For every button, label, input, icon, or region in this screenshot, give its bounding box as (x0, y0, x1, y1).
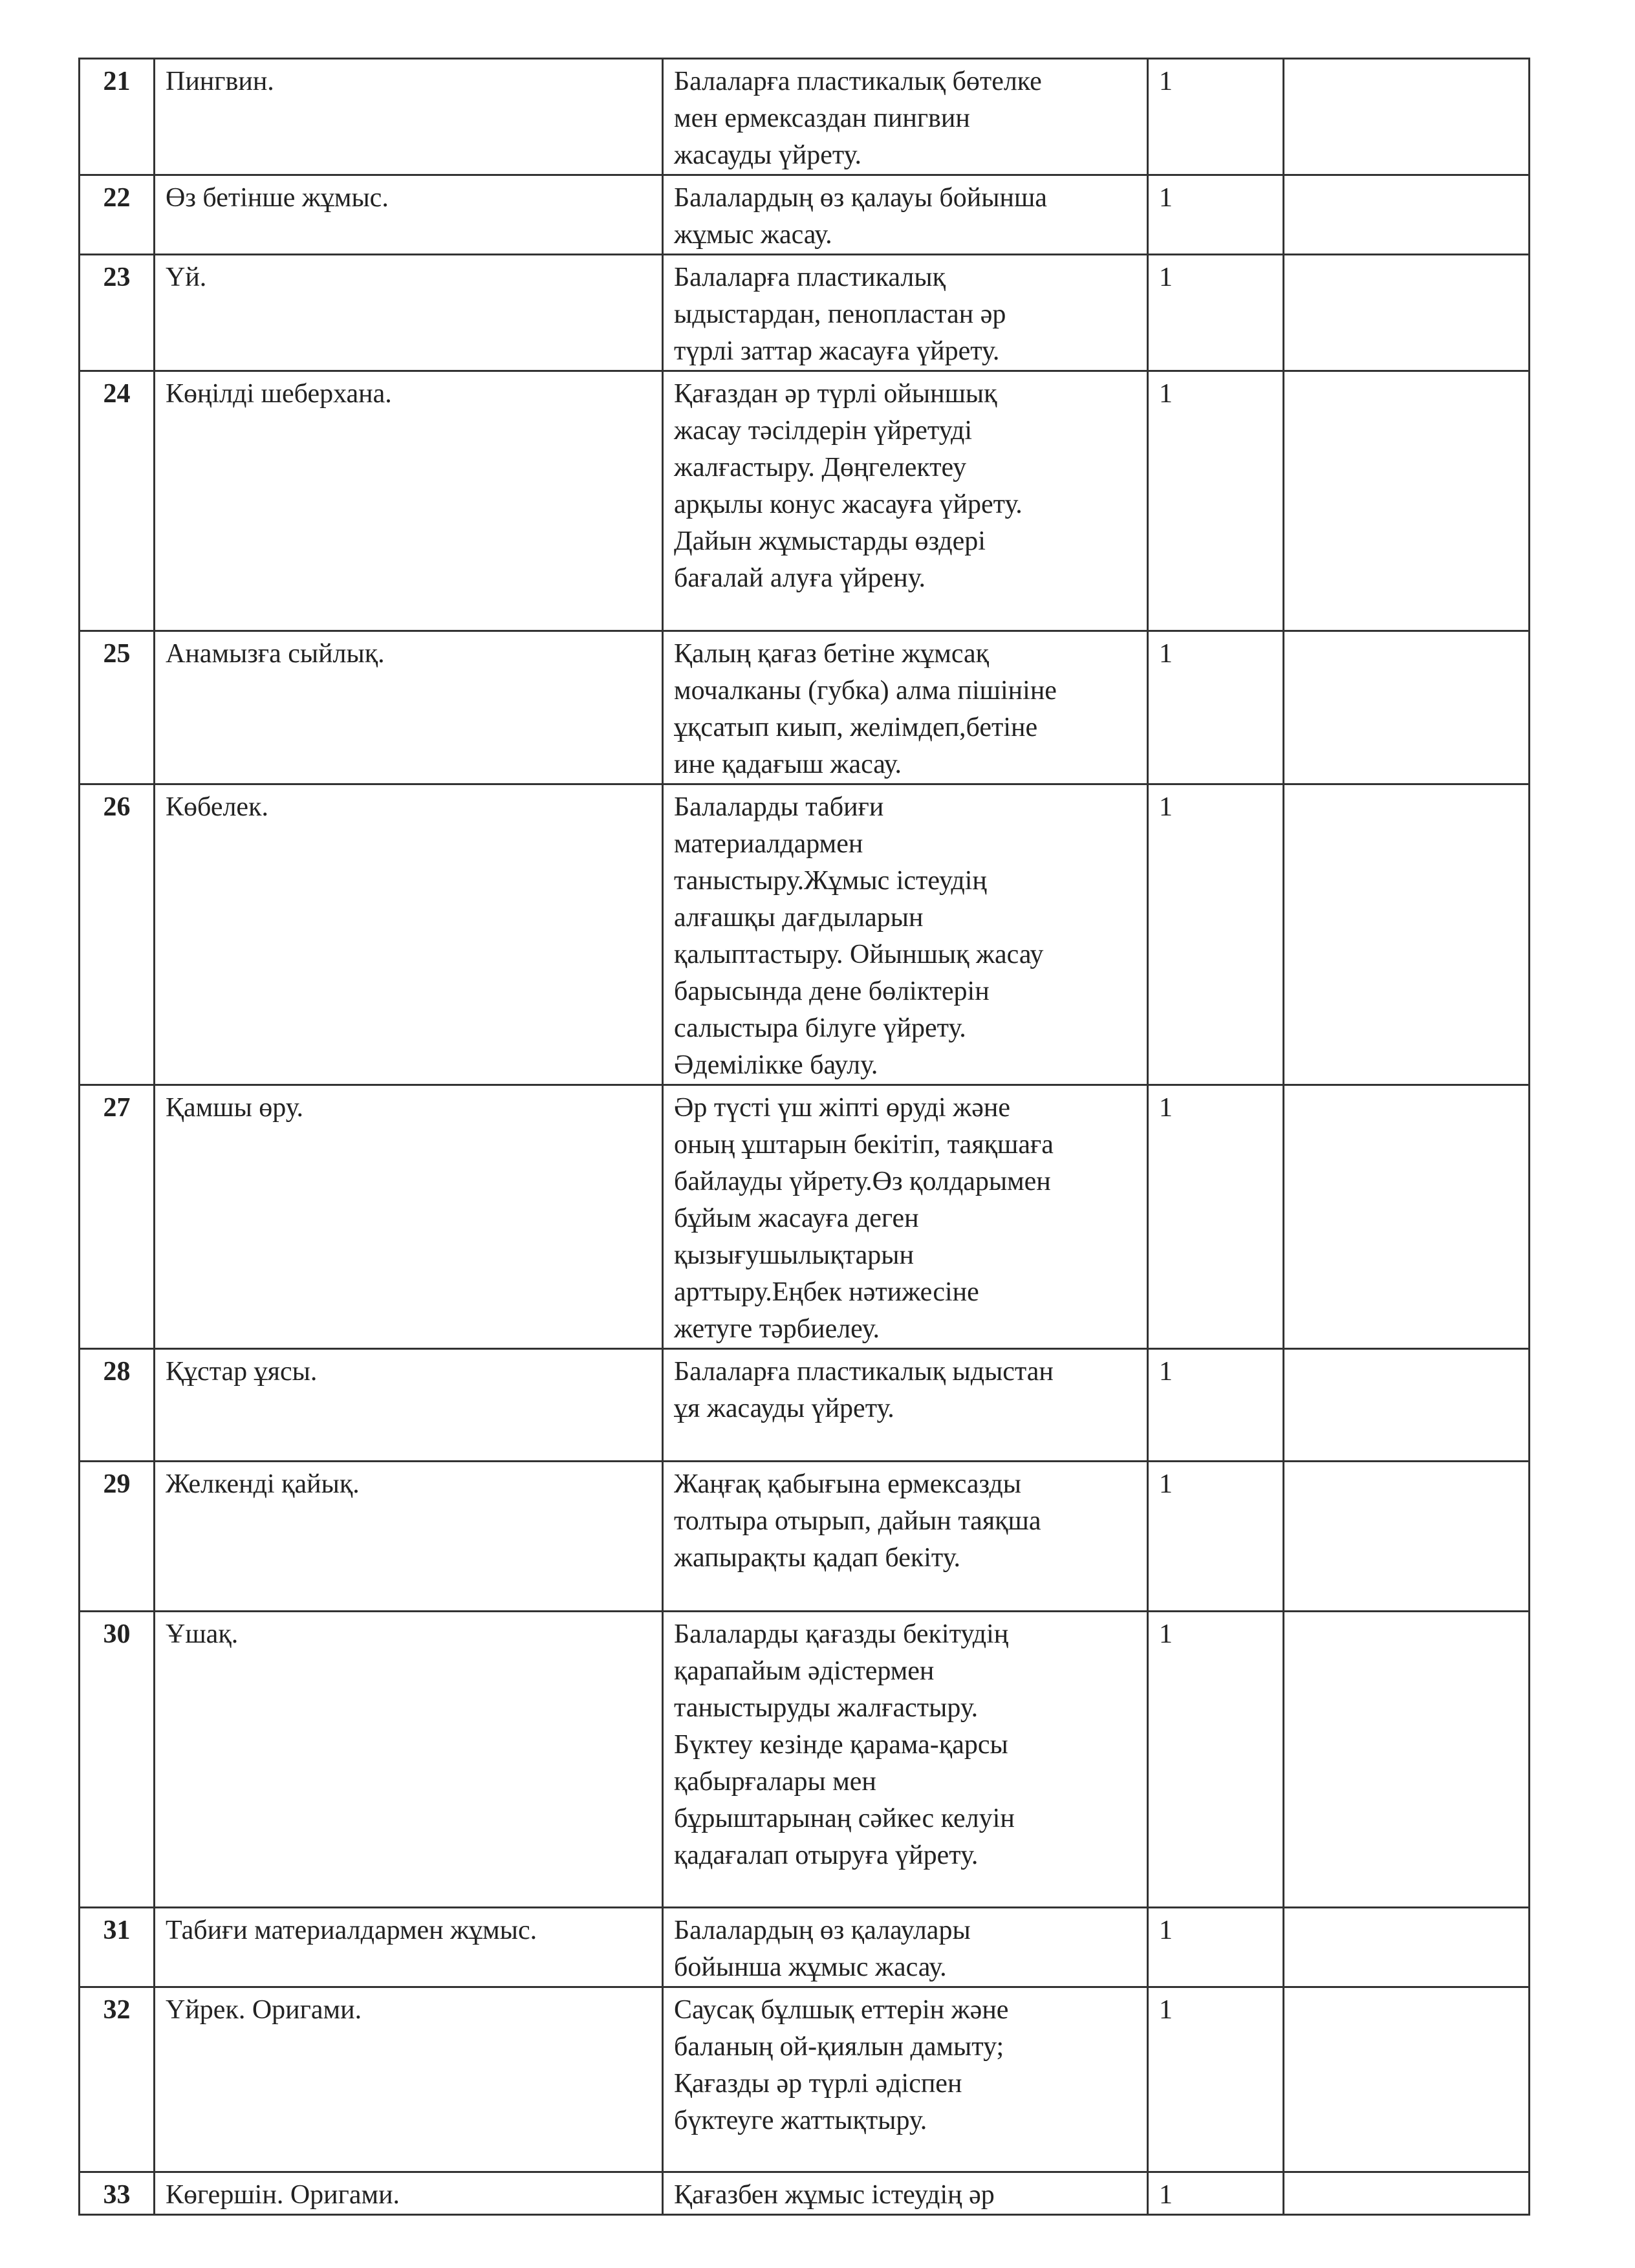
row-number: 32 (80, 1987, 155, 2172)
lesson-objective (663, 1908, 1148, 1987)
objective-line: бүктеуге жаттықтыру. (674, 2106, 927, 2135)
lesson-topic: Қамшы өру. (155, 1085, 663, 1349)
table-row (80, 1462, 1530, 1612)
hours-count: 1 (1148, 631, 1284, 784)
objective-line: алғашқы дағдыларын (674, 903, 924, 933)
table-row (80, 1612, 1530, 1908)
objective-line: Әдемілікке баулу. (674, 1050, 878, 1080)
hours-count: 1 (1148, 1085, 1284, 1349)
lesson-topic: Көгершін. Оригами. (155, 2172, 663, 2215)
row-number: 31 (80, 1908, 155, 1987)
lesson-objective (663, 1349, 1148, 1462)
table-row (80, 784, 1530, 1085)
lesson-topic: Үйрек. Оригами. (155, 1987, 663, 2172)
lesson-topic: Табиғи материалдармен жұмыс. (155, 1908, 663, 1987)
objective-line: жалғастыру. Дөңгелектеу (674, 453, 967, 482)
objective-line: бағалай алуға үйрену. (674, 563, 926, 593)
row-number: 26 (80, 784, 155, 1085)
objective-line: мен ермексаздан пингвин (674, 103, 970, 133)
objective-line: баланың ой-қиялын дамыту; (674, 2032, 1004, 2062)
hours-count: 1 (1148, 784, 1284, 1085)
table-body (80, 59, 1530, 2215)
lesson-objective (663, 1085, 1148, 1349)
objective-line: Жаңғақ қабығына ермексазды (674, 1469, 1021, 1499)
hours-count: 1 (1148, 175, 1284, 255)
lesson-objective (663, 1987, 1148, 2172)
row-number: 24 (80, 371, 155, 631)
table-row (80, 175, 1530, 255)
objective-line: Балалардың өз қалаулары (674, 1916, 971, 1945)
row-number: 29 (80, 1462, 155, 1612)
objective-line: Қалың қағаз бетіне жұмсақ (674, 639, 990, 669)
row-number: 21 (80, 59, 155, 175)
objective-line: Қағазбен жұмыс істеудің әр (674, 2180, 995, 2210)
lesson-plan-table (78, 58, 1530, 2216)
lesson-objective (663, 1462, 1148, 1612)
notes-cell (1284, 1612, 1530, 1908)
objective-line: Қағазды әр түрлі әдіспен (674, 2069, 962, 2099)
notes-cell (1284, 1987, 1530, 2172)
table-row (80, 1085, 1530, 1349)
table-row (80, 59, 1530, 175)
objective-line: толтыра отырып, дайын таяқша (674, 1506, 1041, 1536)
row-number: 33 (80, 2172, 155, 2215)
objective-line: ыдыстардан, пенопластан әр (674, 299, 1006, 329)
objective-line: қарапайым әдістермен (674, 1656, 935, 1686)
notes-cell (1284, 1349, 1530, 1462)
table-row (80, 1987, 1530, 2172)
objective-line: жасауды үйрету. (674, 140, 861, 170)
objective-line: түрлі заттар жасауға үйрету. (674, 336, 1000, 366)
objective-line: жұмыс жасау. (674, 220, 832, 250)
lesson-topic: Анамызға сыйлық. (155, 631, 663, 784)
hours-count: 1 (1148, 1987, 1284, 2172)
objective-line: салыстыра білуге үйрету. (674, 1013, 966, 1043)
hours-count: 1 (1148, 371, 1284, 631)
objective-line: Балаларға пластикалық (674, 263, 946, 292)
objective-line: таныстыруды жалғастыру. (674, 1693, 979, 1723)
lesson-topic: Көңілді шеберхана. (155, 371, 663, 631)
objective-line: оның ұштарын бекітіп, таяқшаға (674, 1130, 1054, 1160)
lesson-objective (663, 2172, 1148, 2215)
table-row (80, 1908, 1530, 1987)
hours-count: 1 (1148, 59, 1284, 175)
lesson-objective (663, 59, 1148, 175)
notes-cell (1284, 1462, 1530, 1612)
objective-line: бойынша жұмыс жасау. (674, 1952, 947, 1982)
objective-line: қадағалап отыруға үйрету. (674, 1841, 979, 1870)
objective-line: қызығушылықтарын (674, 1240, 915, 1270)
table-row (80, 2172, 1530, 2215)
objective-line: бұрыштарынаң сәйкес келуін (674, 1804, 1015, 1833)
objective-line: Бүктеу кезінде қарама-қарсы (674, 1730, 1008, 1760)
lesson-topic: Құстар ұясы. (155, 1349, 663, 1462)
table-row (80, 371, 1530, 631)
objective-line: ұя жасауды үйрету. (674, 1394, 894, 1423)
objective-line: қалыптастыру. Ойыншық жасау (674, 940, 1044, 969)
row-number: 22 (80, 175, 155, 255)
lesson-topic: Үй. (155, 255, 663, 371)
row-number: 28 (80, 1349, 155, 1462)
lesson-objective (663, 784, 1148, 1085)
notes-cell (1284, 59, 1530, 175)
objective-line: Балаларға пластикалық ыдыстан (674, 1357, 1054, 1387)
objective-line: ұқсатып киып, желімдеп,бетіне (674, 713, 1038, 742)
objective-line: жетуге тәрбиелеу. (674, 1314, 880, 1344)
hours-count: 1 (1148, 255, 1284, 371)
objective-line: таныстыру.Жұмыс істеудің (674, 866, 987, 896)
table-row (80, 1349, 1530, 1462)
notes-cell (1284, 631, 1530, 784)
row-number: 30 (80, 1612, 155, 1908)
objective-line: арқылы конус жасауға үйрету. (674, 490, 1023, 519)
objective-line: жапырақты қадап бекіту. (674, 1543, 961, 1573)
hours-count: 1 (1148, 1908, 1284, 1987)
notes-cell (1284, 2172, 1530, 2215)
hours-count: 1 (1148, 1612, 1284, 1908)
hours-count: 1 (1148, 1462, 1284, 1612)
hours-count: 1 (1148, 1349, 1284, 1462)
lesson-objective (663, 255, 1148, 371)
objective-line: материалдармен (674, 829, 863, 859)
row-number: 25 (80, 631, 155, 784)
objective-line: Әр түсті үш жіпті өруді және (674, 1093, 1010, 1123)
objective-line: Саусақ бұлшық еттерін және (674, 1995, 1009, 2025)
hours-count: 1 (1148, 2172, 1284, 2215)
notes-cell (1284, 175, 1530, 255)
lesson-topic: Көбелек. (155, 784, 663, 1085)
lesson-topic: Желкенді қайық. (155, 1462, 663, 1612)
objective-line: Балаларды қағазды бекітудің (674, 1619, 1009, 1649)
notes-cell (1284, 1908, 1530, 1987)
objective-line: бұйым жасауға деген (674, 1204, 919, 1233)
row-number: 23 (80, 255, 155, 371)
objective-line: арттыру.Еңбек нәтижесіне (674, 1277, 979, 1307)
objective-line: Қағаздан әр түрлі ойыншық (674, 379, 997, 409)
notes-cell (1284, 784, 1530, 1085)
lesson-topic: Пингвин. (155, 59, 663, 175)
table-row (80, 255, 1530, 371)
objective-line: байлауды үйрету.Өз қолдарымен (674, 1167, 1051, 1196)
objective-line: Балаларды табиғи (674, 792, 884, 822)
objective-line: Дайын жұмыстарды өздері (674, 526, 986, 556)
objective-line: жасау тәсілдерін үйретуді (674, 416, 973, 446)
objective-line: қабырғалары мен (674, 1767, 876, 1797)
objective-line: мочалканы (губка) алма пішініне (674, 676, 1057, 706)
notes-cell (1284, 255, 1530, 371)
lesson-objective (663, 631, 1148, 784)
objective-line: ине қадағыш жасау. (674, 750, 902, 779)
lesson-objective (663, 175, 1148, 255)
notes-cell (1284, 371, 1530, 631)
objective-line: барысында дене бөліктерін (674, 977, 990, 1006)
objective-line: Балалардың өз қалауы бойынша (674, 183, 1047, 213)
lesson-topic: Ұшақ. (155, 1612, 663, 1908)
table-row (80, 631, 1530, 784)
lesson-topic: Өз бетінше жұмыс. (155, 175, 663, 255)
lesson-objective (663, 371, 1148, 631)
row-number: 27 (80, 1085, 155, 1349)
objective-line: Балаларға пластикалық бөтелке (674, 67, 1042, 96)
lesson-objective (663, 1612, 1148, 1908)
notes-cell (1284, 1085, 1530, 1349)
